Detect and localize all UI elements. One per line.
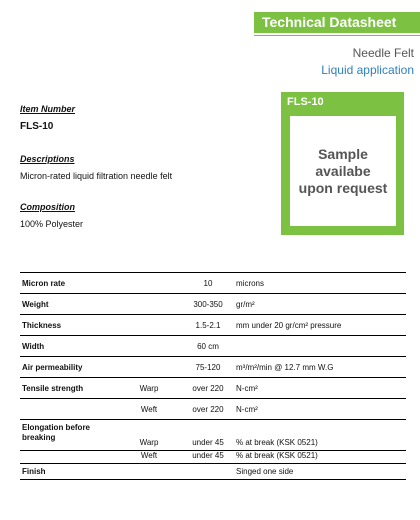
composition-value: 100% Polyester <box>20 219 84 229</box>
spec-variant: Warp <box>116 378 182 399</box>
application-type: Liquid application <box>321 63 414 77</box>
product-line: Needle Felt <box>352 46 414 60</box>
document-title: Technical Datasheet <box>262 14 397 30</box>
spec-row <box>20 399 406 420</box>
spec-name: Width <box>20 336 116 357</box>
spec-unit: % at break (KSK 0521) <box>234 451 406 464</box>
spec-unit: Singed one side <box>234 464 406 480</box>
spec-variant: Weft <box>116 451 182 464</box>
spec-name: Air permeability <box>20 357 116 378</box>
spec-variant <box>116 357 182 378</box>
spec-row <box>20 294 406 315</box>
spec-variant <box>116 336 182 357</box>
spec-value <box>182 464 234 480</box>
spec-name: Finish <box>20 464 116 480</box>
spec-unit: microns <box>234 273 406 294</box>
spec-variant: Weft <box>116 399 182 420</box>
spec-row <box>20 464 406 480</box>
spec-variant <box>116 464 182 480</box>
spec-name: Elongation before breaking <box>20 420 116 451</box>
spec-row <box>20 273 406 294</box>
sample-line: Sample <box>318 145 368 162</box>
spec-row <box>20 420 406 451</box>
spec-name: Weight <box>20 294 116 315</box>
spec-value: 1.5-2.1 <box>182 315 234 336</box>
spec-value: over 220 <box>182 378 234 399</box>
spec-name <box>20 399 116 420</box>
title-underline <box>254 35 420 36</box>
sample-panel <box>281 92 404 235</box>
spec-value: 300-350 <box>182 294 234 315</box>
spec-name: Tensile strength <box>20 378 116 399</box>
sample-line: upon request <box>298 179 388 196</box>
spec-value: 10 <box>182 273 234 294</box>
spec-value: over 220 <box>182 399 234 420</box>
spec-name: Micron rate <box>20 273 116 294</box>
spec-variant <box>116 315 182 336</box>
spec-unit <box>234 336 406 357</box>
item-number-label: Item Number <box>20 104 76 114</box>
spec-variant <box>116 294 182 315</box>
spec-value: 60 cm <box>182 336 234 357</box>
spec-variant: Warp <box>116 420 182 451</box>
spec-name: Thickness <box>20 315 116 336</box>
spec-table <box>20 272 406 480</box>
spec-unit: % at break (KSK 0521) <box>234 420 406 451</box>
spec-unit: gr/m² <box>234 294 406 315</box>
spec-row <box>20 315 406 336</box>
title-banner <box>254 12 420 33</box>
sample-line: availabe <box>315 162 371 179</box>
spec-unit: N-cm² <box>234 399 406 420</box>
spec-row <box>20 336 406 357</box>
spec-row <box>20 451 406 464</box>
sample-notice <box>290 116 396 226</box>
spec-row <box>20 378 406 399</box>
panel-title: FLS-10 <box>287 96 324 108</box>
spec-value: 75-120 <box>182 357 234 378</box>
item-number-value: FLS-10 <box>20 121 54 132</box>
spec-name <box>20 451 116 464</box>
composition-label: Composition <box>20 202 75 212</box>
descriptions-label: Descriptions <box>20 154 75 164</box>
description-value: Micron-rated liquid filtration needle felt <box>20 171 173 181</box>
spec-variant <box>116 273 182 294</box>
spec-unit: m³/m²/min @ 12.7 mm W.G <box>234 357 406 378</box>
spec-value: under 45 <box>182 451 234 464</box>
spec-unit: N-cm² <box>234 378 406 399</box>
spec-unit: mm under 20 gr/cm² pressure <box>234 315 406 336</box>
spec-value: under 45 <box>182 420 234 451</box>
spec-row <box>20 357 406 378</box>
